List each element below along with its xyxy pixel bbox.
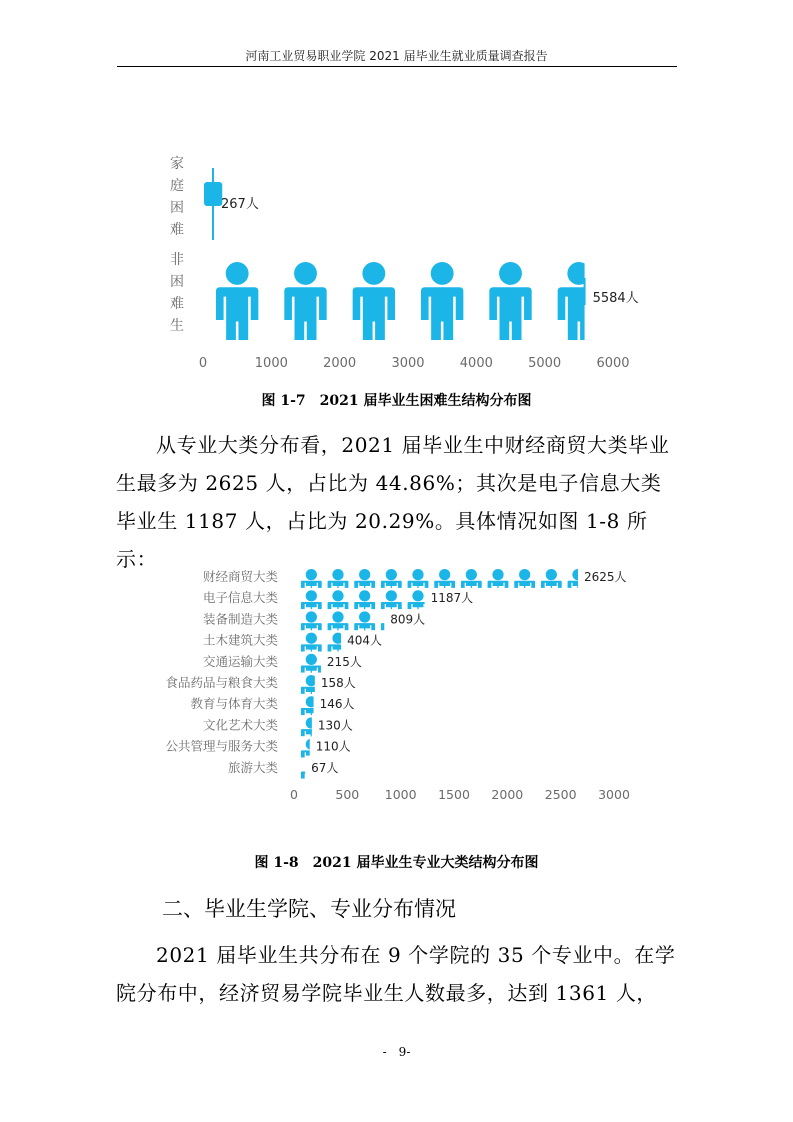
bar-0-icon	[408, 569, 429, 588]
category-label-char: 非	[170, 252, 184, 268]
value-label-non-difficulty: 5584人	[592, 291, 639, 306]
bar-4-icon	[301, 654, 322, 673]
value-label: 130人	[317, 718, 353, 733]
x-tick-label: 2000	[491, 787, 524, 802]
x-tick-label: 1500	[438, 787, 470, 802]
category-label: 教育与体育大类	[190, 696, 278, 712]
value-label: 215人	[326, 654, 362, 669]
figure-1-7-caption: 图 1-7 2021 届毕业生困难生结构分布图	[261, 393, 532, 409]
bar-5	[301, 675, 322, 694]
bar-0-icon	[328, 569, 349, 588]
category-label: 交通运输大类	[202, 653, 278, 669]
bar-1-icon	[381, 590, 402, 609]
x-tick-label: 0	[290, 787, 298, 802]
value-label: 146人	[319, 697, 355, 712]
bar-4	[301, 654, 322, 673]
bar-0-icon	[434, 569, 455, 588]
x-tick-label: 6000	[596, 356, 630, 371]
x-tick-label: 1000	[254, 356, 288, 371]
category-label-char: 庭	[170, 178, 184, 194]
bar-0-icon	[541, 569, 562, 588]
bar-3-icon	[301, 633, 322, 652]
x-tick-label: 2000	[323, 356, 357, 371]
category-label: 财经商贸大类	[202, 569, 278, 584]
page-number: - 9-	[382, 1045, 411, 1059]
value-label-family-difficulty: 267人	[221, 197, 259, 212]
category-label-char: 困	[170, 274, 184, 290]
value-label: 158人	[320, 676, 356, 690]
bar-3	[301, 633, 348, 652]
category-label: 旅游大类	[227, 759, 278, 775]
bar-1	[301, 590, 428, 609]
category-label-char: 难	[170, 222, 184, 238]
bar-0-icon	[301, 569, 322, 588]
category-label-char: 家	[170, 156, 184, 172]
bar-2-icon	[354, 611, 375, 630]
bar-2-icon	[301, 611, 322, 630]
bar-1-icon	[328, 590, 349, 609]
paragraph-college-distribution: 2021 届毕业生共分布在 9 个学院的 35 个专业中。在学院分布中，经济贸易学院毕业生人数最多，达到 1361 人，	[116, 943, 676, 1005]
x-tick-label: 4000	[459, 356, 493, 371]
bar-0-icon	[514, 569, 535, 588]
bar-2-icon	[328, 611, 349, 630]
x-tick-label: 2500	[544, 787, 577, 802]
bar-1-icon	[408, 590, 429, 609]
running-header: 河南工业贸易职业学院 2021 届毕业生就业质量调查报告	[245, 49, 548, 63]
bar-3-icon	[328, 633, 349, 652]
value-label: 1187人	[430, 591, 474, 606]
category-label: 电子信息大类	[202, 590, 278, 606]
bar-0-icon	[461, 569, 482, 588]
category-label: 公共管理与服务大类	[165, 738, 278, 754]
category-label: 土木建筑大类	[202, 632, 278, 648]
value-label: 404人	[347, 633, 382, 648]
category-label: 食品药品与粮食大类	[165, 675, 278, 690]
section-heading: 二、毕业生学院、专业分布情况	[162, 897, 456, 921]
value-label: 110人	[315, 739, 351, 754]
bar-0-icon	[381, 569, 402, 588]
category-label-char: 难	[170, 296, 184, 312]
x-tick-label: 500	[335, 787, 360, 802]
category-label: 文化艺术大类	[202, 717, 278, 733]
figure-1-8-caption: 图 1-8 2021 届毕业生专业大类结构分布图	[254, 855, 539, 871]
bar-5-icon	[301, 675, 322, 694]
x-tick-label: 1000	[384, 787, 417, 802]
category-label: 装备制造大类	[202, 611, 278, 627]
value-label: 809人	[390, 612, 426, 627]
value-label: 2625人	[584, 570, 627, 584]
x-tick-label: 5000	[528, 356, 562, 371]
bar-1-icon	[301, 590, 322, 609]
bar-0-icon	[488, 569, 509, 588]
paragraph-major-distribution: 从专业大类分布看，2021 届毕业生中财经商贸大类毕业生最多为 2625 人，占比为 44.86%；其次是电子信息大类毕业生 1187 人，占比为 20.29%。具体情况如图 1-8 所示：	[116, 433, 670, 571]
bar-0-icon	[354, 569, 375, 588]
x-tick-label: 3000	[598, 787, 630, 802]
category-label-char: 生	[170, 318, 184, 334]
x-tick-label: 0	[198, 356, 208, 371]
bar-2	[301, 611, 402, 630]
category-label-char: 困	[170, 200, 184, 216]
x-tick-label: 3000	[391, 356, 425, 371]
bar-0	[301, 569, 588, 588]
bar-1-icon	[354, 590, 375, 609]
value-label: 67人	[311, 760, 339, 775]
